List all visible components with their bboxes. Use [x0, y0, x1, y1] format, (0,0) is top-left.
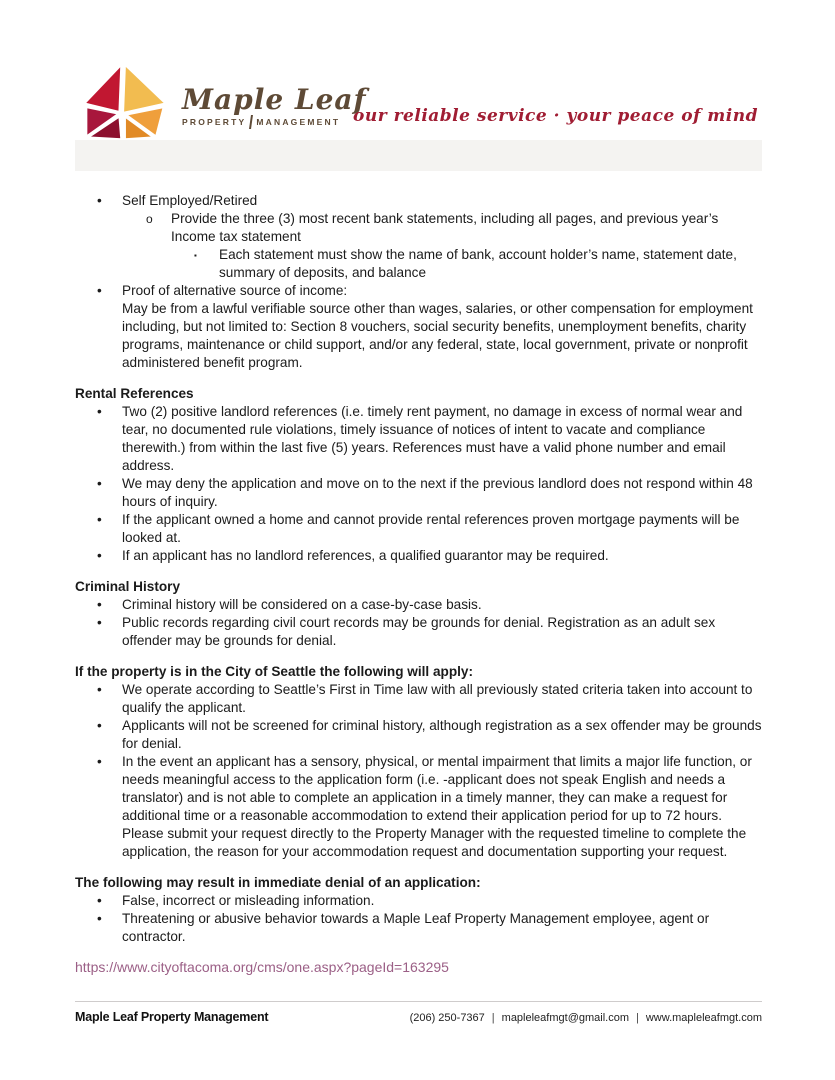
bullet-item [75, 910, 762, 946]
bullet-item [75, 717, 762, 753]
header-accent-band [75, 140, 762, 171]
bullet-text: Each statement must show the name of bank, account holder’s name, statement date, summary of deposits, and balance [219, 247, 737, 280]
bullet-text: If an applicant has no landlord references, a qualified guarantor may be required. [122, 548, 609, 563]
footer-separator: | [635, 1012, 639, 1024]
bullet-marker-icon: • [97, 718, 102, 733]
brand-divider-icon [249, 115, 253, 129]
bullet-marker-icon: • [97, 597, 102, 612]
bullet-marker-icon: • [97, 754, 102, 769]
footer-contact-info [410, 1012, 762, 1024]
bullet-text: Criminal history will be considered on a case-by-case basis. [122, 597, 482, 612]
bullet-marker-icon: • [97, 615, 102, 630]
bullet-marker-icon: o [146, 212, 153, 226]
section-heading: If the property is in the City of Seattle the following will apply: [75, 664, 474, 679]
bullet-marker-icon: • [97, 548, 102, 563]
page-footer [75, 1001, 762, 1024]
footer-company-name: Maple Leaf Property Management [75, 1010, 269, 1024]
bullet-item [75, 614, 762, 650]
bullet-text: Public records regarding civil court records may be grounds for denial. Registration as an adult sex offender may be grounds for denial. [122, 615, 716, 648]
bullet-item [75, 547, 762, 565]
brand-name: Maple Leaf [182, 83, 367, 116]
sub-sub-bullet-item [75, 246, 762, 282]
bullet-text: We operate according to Seattle’s First in Time law with all previously stated criteria taken into account to qualify the applicant. [122, 682, 753, 715]
section-heading: Rental References [75, 386, 194, 401]
bullet-item [75, 475, 762, 511]
footer-email[interactable]: mapleleafmgt@gmail.com [501, 1012, 629, 1024]
brand-subtitle-management: MANAGEMENT [256, 117, 341, 127]
company-logo [74, 62, 367, 142]
brand-subtitle [182, 115, 367, 129]
bullet-item [75, 681, 762, 717]
company-tagline: our reliable service · your peace of mind [353, 106, 758, 126]
bullet-item [75, 511, 762, 547]
bullet-item [75, 892, 762, 910]
bullet-marker-icon: ▪ [194, 251, 197, 260]
bullet-text: We may deny the application and move on to the next if the previous landlord does not respond within 48 hours of inquiry. [122, 476, 753, 509]
document-body [75, 192, 762, 977]
bullet-marker-icon: • [97, 512, 102, 527]
bullet-text: In the event an applicant has a sensory, physical, or mental impairment that limits a major life function, or needs meaningful access to the application form (i.e. -applicant does not speak English and needs a translator) and is not able to complete an application in a timely manner, they can make a request for additional time or a reasonable accommodation to extend their application period for up to 72 hours. Please submit your request directly to the Property Manager with the requested timeline to complete the application, the reason for your accommodation request and documentation supporting your request. [122, 754, 752, 859]
bullet-item [75, 282, 762, 300]
maple-leaf-house-logo-icon [74, 62, 176, 142]
section-heading: Criminal History [75, 579, 180, 594]
bullet-text: Proof of alternative source of income: [122, 283, 348, 298]
footer-separator: | [491, 1012, 495, 1024]
footer-website[interactable]: www.mapleleafmgt.com [645, 1012, 762, 1024]
brand-text [182, 83, 367, 129]
bullet-text: If the applicant owned a home and cannot provide rental references proven mortgage payments will be looked at. [122, 512, 740, 545]
section-heading: The following may result in immediate denial of an application: [75, 875, 481, 890]
bullet-item [75, 596, 762, 614]
bullet-marker-icon: • [97, 193, 102, 208]
sub-bullet-item [75, 210, 762, 246]
external-link[interactable]: https://www.cityoftacoma.org/cms/one.aspx?pageId=163295 [75, 959, 449, 975]
bullet-item [75, 192, 762, 210]
bullet-text: False, incorrect or misleading information. [122, 893, 375, 908]
paragraph: May be from a lawful verifiable source other than wages, salaries, or other compensation for employment including, but not limited to: Section 8 vouchers, social security benefits, unemployment benefits, charity programs, maintenance or child support, and/or any federal, state, local government, private or nonprofit administered benefit program. [122, 301, 753, 370]
bullet-text: Self Employed/Retired [122, 193, 258, 208]
brand-subtitle-property: PROPERTY [182, 117, 247, 127]
bullet-marker-icon: • [97, 404, 102, 419]
bullet-marker-icon: • [97, 283, 102, 298]
bullet-text: Applicants will not be screened for criminal history, although registration as a sex offender may be grounds for denial. [122, 718, 762, 751]
bullet-text: Threatening or abusive behavior towards a Maple Leaf Property Management employee, agent or contractor. [122, 911, 710, 944]
bullet-item [75, 403, 762, 475]
footer-phone: (206) 250-7367 [409, 1012, 485, 1024]
bullet-marker-icon: • [97, 911, 102, 926]
bullet-marker-icon: • [97, 682, 102, 697]
bullet-item [75, 753, 762, 861]
bullet-text: Two (2) positive landlord references (i.e. timely rent payment, no damage in excess of normal wear and tear, no documented rule violations, timely issuance of notices of intent to vacate and compliance therewith.) from within the last five (5) years. References must have a valid phone number and email address. [122, 404, 743, 473]
bullet-text: Provide the three (3) most recent bank statements, including all pages, and previous year’s Income tax statement [171, 211, 719, 244]
bullet-marker-icon: • [97, 476, 102, 491]
bullet-marker-icon: • [97, 893, 102, 908]
